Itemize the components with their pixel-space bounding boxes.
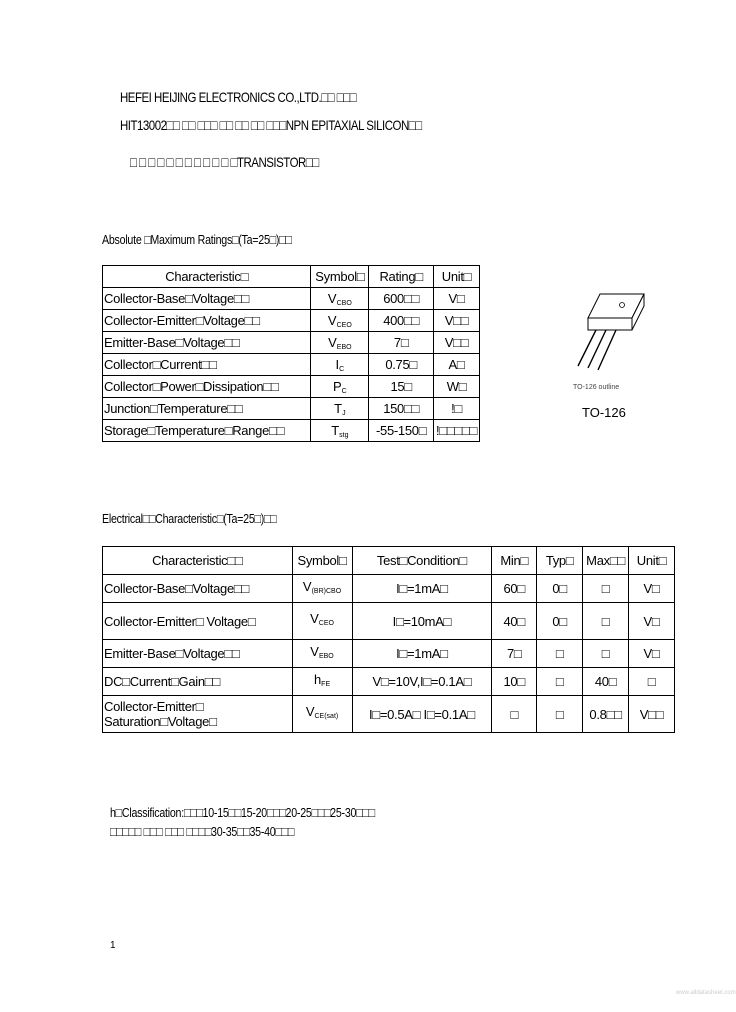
characteristic-cell bbox=[103, 696, 293, 733]
typ-cell bbox=[537, 696, 583, 733]
symbol-cell bbox=[311, 288, 369, 310]
characteristic-cell bbox=[103, 640, 293, 668]
min-cell bbox=[492, 640, 537, 668]
to126-package-image bbox=[566, 288, 650, 372]
rating-cell-text: 600□□ bbox=[383, 291, 420, 306]
unit-cell-text: V□ bbox=[643, 613, 660, 629]
condition-cell-text: I□=1mA□ bbox=[396, 581, 448, 596]
symbol-cell bbox=[292, 640, 352, 668]
table-row bbox=[103, 696, 675, 733]
elec-col-header bbox=[103, 547, 293, 575]
elec-col-header bbox=[352, 547, 492, 575]
abs-max-col-header bbox=[369, 266, 434, 288]
unit-cell bbox=[629, 640, 675, 668]
symbol-cell bbox=[311, 420, 369, 442]
min-cell-text: 40□ bbox=[503, 613, 525, 629]
abs-max-col-header-text: Rating□ bbox=[379, 269, 423, 284]
characteristic-cell-text: Emitter-Base□Voltage□□ bbox=[104, 646, 240, 661]
rating-cell bbox=[369, 332, 434, 354]
table-row bbox=[103, 398, 480, 420]
rating-cell bbox=[369, 420, 434, 442]
rating-cell bbox=[369, 310, 434, 332]
symbol-cell-letter: V bbox=[327, 290, 337, 306]
package-note: TO-126 outline bbox=[573, 384, 620, 391]
elec-col-header-text: Max□□ bbox=[586, 553, 625, 568]
unit-cell-text: V□□ bbox=[444, 335, 469, 350]
characteristic-cell-text: Storage□Temperature□Range□□ bbox=[104, 423, 285, 438]
characteristic-cell-text: Collector-Emitter□ Saturation□Voltage□ bbox=[104, 699, 217, 729]
company-name: HEFEI HEIJING ELECTRONICS CO.,LTD.□□ □□□ bbox=[120, 89, 357, 105]
unit-cell bbox=[434, 376, 480, 398]
unit-cell-text: !□ bbox=[451, 401, 462, 416]
characteristic-cell bbox=[103, 354, 311, 376]
abs-max-title: Absolute □Maximum Ratings□(Ta=25□)□□ bbox=[102, 232, 292, 247]
unit-cell bbox=[434, 310, 480, 332]
condition-cell bbox=[352, 668, 492, 696]
max-cell-text: □ bbox=[601, 581, 610, 596]
unit-cell bbox=[629, 668, 675, 696]
symbol-cell bbox=[311, 310, 369, 332]
max-cell bbox=[583, 640, 629, 668]
unit-cell bbox=[629, 575, 675, 603]
unit-cell-text: □ bbox=[647, 674, 656, 689]
part-line: HIT13002□□ □□ □□□ □□ □□ □□ □□□NPN EPITAXIAL SILICON□□ bbox=[120, 117, 422, 133]
characteristic-cell-text: Collector-Base□Voltage□□ bbox=[104, 581, 249, 596]
symbol-cell-letter: V bbox=[310, 611, 319, 626]
symbol-cell-letter: V bbox=[310, 643, 319, 659]
abs-max-table bbox=[102, 265, 480, 442]
unit-cell-text: V□□ bbox=[444, 313, 469, 328]
max-cell bbox=[583, 603, 629, 640]
watermark: www.alldatasheet.com bbox=[676, 990, 736, 996]
symbol-cell-letter: V bbox=[327, 312, 337, 328]
unit-cell bbox=[434, 420, 480, 442]
characteristic-cell-text: Collector-Emitter□Voltage□□ bbox=[104, 313, 260, 328]
rating-cell-text: 7□ bbox=[393, 335, 409, 350]
rating-cell bbox=[369, 376, 434, 398]
condition-cell bbox=[352, 575, 492, 603]
abs-max-col-header bbox=[434, 266, 480, 288]
condition-cell bbox=[352, 603, 492, 640]
characteristic-cell bbox=[103, 288, 311, 310]
symbol-cell-subscript: stg bbox=[339, 431, 349, 439]
symbol-cell-subscript: FE bbox=[321, 680, 331, 688]
elec-header-row bbox=[103, 547, 675, 575]
table-row bbox=[103, 575, 675, 603]
unit-cell bbox=[434, 288, 480, 310]
unit-cell-text: V□ bbox=[643, 581, 660, 596]
table-row bbox=[103, 310, 480, 332]
max-cell bbox=[583, 696, 629, 733]
rating-cell-text: 400□□ bbox=[383, 313, 420, 328]
unit-cell-text: !□□□□□ bbox=[435, 423, 478, 438]
min-cell-text: 60□ bbox=[503, 581, 525, 596]
condition-cell-text: I□=10mA□ bbox=[392, 613, 452, 629]
table-row bbox=[103, 603, 675, 640]
unit-cell bbox=[629, 696, 675, 733]
page-number: 1 bbox=[110, 940, 116, 951]
classification-line-1: h□Classification:□□□10-15□□15-20□□□20-25□□□25-30□□□ bbox=[110, 805, 375, 820]
abs-max-col-header-text: Symbol□ bbox=[315, 269, 365, 284]
typ-cell-text: 0□ bbox=[552, 613, 567, 629]
symbol-cell bbox=[292, 696, 352, 733]
typ-cell-text: □ bbox=[555, 646, 564, 661]
table-row bbox=[103, 640, 675, 668]
unit-cell-text: V□□ bbox=[639, 706, 664, 722]
unit-cell bbox=[434, 354, 480, 376]
package-label: TO-126 bbox=[582, 405, 626, 420]
characteristic-cell bbox=[103, 310, 311, 332]
symbol-cell-subscript: C bbox=[341, 387, 347, 395]
elec-table bbox=[102, 546, 675, 733]
elec-col-header bbox=[292, 547, 352, 575]
elec-col-header bbox=[629, 547, 675, 575]
classification-line-2: □□□□□ □□□ □□□ □□□□30-35□□35-40□□□ bbox=[110, 824, 295, 839]
max-cell-text: 0.8□□ bbox=[589, 706, 622, 722]
max-cell-text: 40□ bbox=[594, 674, 617, 689]
unit-cell bbox=[629, 603, 675, 640]
typ-cell bbox=[537, 575, 583, 603]
characteristic-cell bbox=[103, 420, 311, 442]
symbol-cell-subscript: J bbox=[342, 409, 346, 417]
abs-max-col-header-text: Unit□ bbox=[441, 269, 472, 284]
max-cell-text: □ bbox=[601, 646, 610, 661]
rating-cell-text: 0.75□ bbox=[385, 357, 417, 372]
typ-cell bbox=[537, 640, 583, 668]
elec-col-header-text: Symbol□ bbox=[297, 553, 347, 568]
symbol-cell bbox=[311, 354, 369, 376]
symbol-cell-subscript: C bbox=[339, 365, 345, 373]
symbol-cell bbox=[311, 332, 369, 354]
characteristic-cell bbox=[103, 332, 311, 354]
symbol-cell-subscript: CBO bbox=[336, 299, 352, 307]
symbol-cell-letter: V bbox=[305, 704, 315, 719]
characteristic-cell-text: Collector-Base□Voltage□□ bbox=[104, 291, 249, 306]
elec-col-header bbox=[537, 547, 583, 575]
min-cell bbox=[492, 696, 537, 733]
symbol-cell bbox=[292, 575, 352, 603]
table-row bbox=[103, 332, 480, 354]
typ-cell-text: □ bbox=[555, 706, 564, 722]
type-line: □ □ □ □ □ □ □ □ □ □ □ □TRANSISTOR□□ bbox=[130, 154, 319, 170]
table-row bbox=[103, 376, 480, 398]
symbol-cell-subscript: EBO bbox=[318, 652, 334, 660]
max-cell bbox=[583, 575, 629, 603]
characteristic-cell-text: Collector□Current□□ bbox=[104, 357, 217, 372]
rating-cell-text: 150□□ bbox=[383, 401, 420, 416]
typ-cell-text: □ bbox=[555, 674, 564, 689]
elec-col-header bbox=[583, 547, 629, 575]
symbol-cell-letter: I bbox=[335, 356, 340, 372]
rating-cell-text: 15□ bbox=[390, 379, 412, 394]
min-cell bbox=[492, 575, 537, 603]
max-cell bbox=[583, 668, 629, 696]
min-cell-text: 10□ bbox=[503, 674, 525, 689]
unit-cell bbox=[434, 398, 480, 420]
rating-cell bbox=[369, 288, 434, 310]
elec-col-header-text: Characteristic□□ bbox=[152, 553, 243, 568]
abs-max-col-header bbox=[103, 266, 311, 288]
symbol-cell bbox=[311, 376, 369, 398]
rating-cell-text: -55-150□ bbox=[376, 423, 427, 438]
symbol-cell bbox=[292, 668, 352, 696]
characteristic-cell-text: Collector□Power□Dissipation□□ bbox=[104, 379, 279, 394]
condition-cell bbox=[352, 696, 492, 733]
unit-cell-text: V□ bbox=[643, 646, 660, 661]
symbol-cell-subscript: (BR)CBO bbox=[311, 587, 342, 595]
min-cell-text: 7□ bbox=[506, 646, 522, 661]
min-cell-text: □ bbox=[510, 706, 518, 722]
unit-cell-text: A□ bbox=[448, 357, 465, 372]
abs-max-header-row bbox=[103, 266, 480, 288]
characteristic-cell-text: DC□Current□Gain□□ bbox=[104, 674, 220, 689]
table-row bbox=[103, 288, 480, 310]
symbol-cell-letter: T bbox=[331, 422, 340, 438]
condition-cell bbox=[352, 640, 492, 668]
condition-cell-text: I□=0.5A□ I□=0.1A□ bbox=[368, 706, 475, 722]
symbol-cell-letter: V bbox=[302, 578, 312, 594]
symbol-cell-subscript: CEO bbox=[336, 321, 352, 329]
typ-cell bbox=[537, 668, 583, 696]
unit-cell-text: W□ bbox=[446, 379, 467, 394]
typ-cell-text: 0□ bbox=[552, 581, 567, 596]
symbol-cell-subscript: CE(sat) bbox=[314, 713, 339, 720]
characteristic-cell bbox=[103, 603, 293, 640]
characteristic-cell-text: Emitter-Base□Voltage□□ bbox=[104, 335, 240, 350]
symbol-cell-letter: P bbox=[332, 378, 342, 394]
rating-cell bbox=[369, 398, 434, 420]
characteristic-cell bbox=[103, 668, 293, 696]
symbol-cell-letter: h bbox=[313, 671, 322, 687]
symbol-cell bbox=[292, 603, 352, 640]
abs-max-col-header bbox=[311, 266, 369, 288]
rating-cell bbox=[369, 354, 434, 376]
elec-col-header-text: Unit□ bbox=[636, 553, 667, 568]
condition-cell-text: I□=1mA□ bbox=[396, 646, 448, 661]
elec-col-header-text: Typ□ bbox=[545, 553, 574, 568]
symbol-cell-subscript: EBO bbox=[336, 343, 352, 351]
table-row bbox=[103, 420, 480, 442]
unit-cell bbox=[434, 332, 480, 354]
min-cell bbox=[492, 603, 537, 640]
max-cell-text: □ bbox=[601, 613, 610, 629]
elec-col-header-text: Min□ bbox=[500, 553, 529, 568]
condition-cell-text: V□=10V,I□=0.1A□ bbox=[372, 674, 472, 689]
min-cell bbox=[492, 668, 537, 696]
elec-col-header bbox=[492, 547, 537, 575]
symbol-cell-subscript: CEO bbox=[318, 620, 334, 627]
table-row bbox=[103, 354, 480, 376]
unit-cell-text: V□ bbox=[448, 291, 465, 306]
elec-col-header-text: Test□Condition□ bbox=[376, 553, 467, 568]
symbol-cell bbox=[311, 398, 369, 420]
characteristic-cell bbox=[103, 575, 293, 603]
symbol-cell-letter: V bbox=[328, 334, 337, 350]
abs-max-col-header-text: Characteristic□ bbox=[165, 269, 249, 284]
elec-title: Electrical□□Characteristic□(Ta=25□)□□ bbox=[102, 511, 277, 526]
typ-cell bbox=[537, 603, 583, 640]
characteristic-cell bbox=[103, 398, 311, 420]
table-row bbox=[103, 668, 675, 696]
symbol-cell-letter: T bbox=[334, 400, 343, 416]
characteristic-cell bbox=[103, 376, 311, 398]
characteristic-cell-text: Junction□Temperature□□ bbox=[104, 401, 243, 416]
characteristic-cell-text: Collector-Emitter□ Voltage□ bbox=[104, 613, 256, 629]
